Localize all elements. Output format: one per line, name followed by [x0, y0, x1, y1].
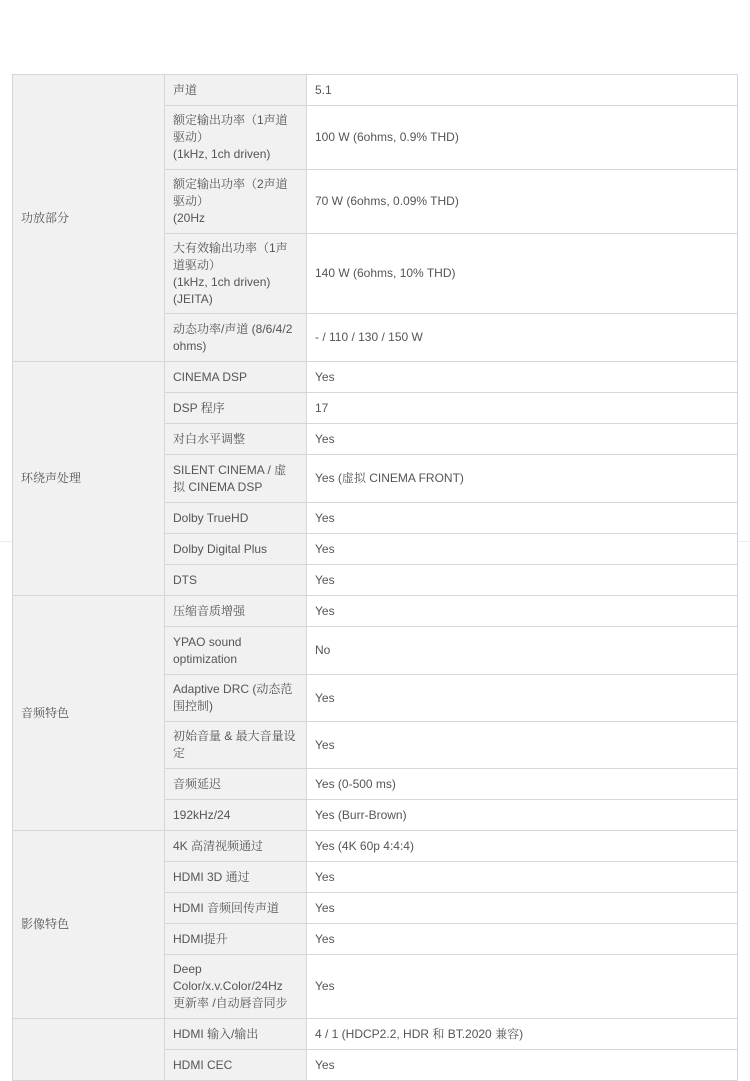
category-cell — [13, 1019, 165, 1081]
spec-label: HDMI 输入/输出 — [165, 1019, 307, 1050]
spec-value: Yes (4K 60p 4:4:4) — [307, 831, 738, 862]
spec-value: No — [307, 627, 738, 675]
spec-value: Yes (0-500 ms) — [307, 769, 738, 800]
spec-label: 大有效输出功率（1声道驱动） (1kHz, 1ch driven) (JEITA) — [165, 234, 307, 314]
spec-label: HDMI 3D 通过 — [165, 862, 307, 893]
category-cell: 音频特色 — [13, 596, 165, 831]
spec-label: YPAO sound optimization — [165, 627, 307, 675]
spec-label: Deep Color/x.v.Color/24Hz 更新率 /自动唇音同步 — [165, 955, 307, 1019]
spec-value: Yes — [307, 722, 738, 769]
spec-label: Dolby TrueHD — [165, 503, 307, 534]
spec-value: Yes — [307, 1050, 738, 1081]
spec-value: Yes — [307, 893, 738, 924]
spec-label: 额定输出功率（2声道驱动） (20Hz — [165, 170, 307, 234]
spec-label: 压缩音质增强 — [165, 596, 307, 627]
spec-label: 4K 高清视频通过 — [165, 831, 307, 862]
table-row — [13, 831, 738, 862]
spec-value: 140 W (6ohms, 10% THD) — [307, 234, 738, 314]
spec-value: 4 / 1 (HDCP2.2, HDR 和 BT.2020 兼容) — [307, 1019, 738, 1050]
spec-label: HDMI提升 — [165, 924, 307, 955]
spec-label: 动态功率/声道 (8/6/4/2 ohms) — [165, 314, 307, 362]
spec-value: Yes (Burr-Brown) — [307, 800, 738, 831]
table-row — [13, 75, 738, 106]
table-row — [13, 1019, 738, 1050]
spec-value: Yes (虚拟 CINEMA FRONT) — [307, 455, 738, 503]
spec-label: 音频延迟 — [165, 769, 307, 800]
spec-label: SILENT CINEMA / 虚拟 CINEMA DSP — [165, 455, 307, 503]
spec-value: Yes — [307, 675, 738, 722]
spec-value: Yes — [307, 424, 738, 455]
spec-value: Yes — [307, 503, 738, 534]
spec-label: Adaptive DRC (动态范围控制) — [165, 675, 307, 722]
spec-label: 声道 — [165, 75, 307, 106]
spec-value: Yes — [307, 862, 738, 893]
spec-value: 17 — [307, 393, 738, 424]
spec-value: Yes — [307, 362, 738, 393]
spec-value: Yes — [307, 534, 738, 565]
spec-label: 初始音量 & 最大音量设定 — [165, 722, 307, 769]
category-cell: 影像特色 — [13, 831, 165, 1019]
spec-value: Yes — [307, 565, 738, 596]
spec-label: 额定输出功率（1声道驱动） (1kHz, 1ch driven) — [165, 106, 307, 170]
spec-label: 对白水平调整 — [165, 424, 307, 455]
spec-label: DTS — [165, 565, 307, 596]
spec-label: Dolby Digital Plus — [165, 534, 307, 565]
table-row — [13, 596, 738, 627]
spec-label: CINEMA DSP — [165, 362, 307, 393]
spec-value: 5.1 — [307, 75, 738, 106]
spec-value: - / 110 / 130 / 150 W — [307, 314, 738, 362]
spec-label: HDMI CEC — [165, 1050, 307, 1081]
spec-label: DSP 程序 — [165, 393, 307, 424]
spec-value: 70 W (6ohms, 0.09% THD) — [307, 170, 738, 234]
category-cell: 环绕声处理 — [13, 362, 165, 596]
spec-value: Yes — [307, 924, 738, 955]
spec-value: Yes — [307, 955, 738, 1019]
spec-value: 100 W (6ohms, 0.9% THD) — [307, 106, 738, 170]
spec-value: Yes — [307, 596, 738, 627]
spec-table — [12, 74, 738, 1081]
spec-label: 192kHz/24 — [165, 800, 307, 831]
spec-label: HDMI 音频回传声道 — [165, 893, 307, 924]
table-row — [13, 362, 738, 393]
category-cell: 功放部分 — [13, 75, 165, 362]
